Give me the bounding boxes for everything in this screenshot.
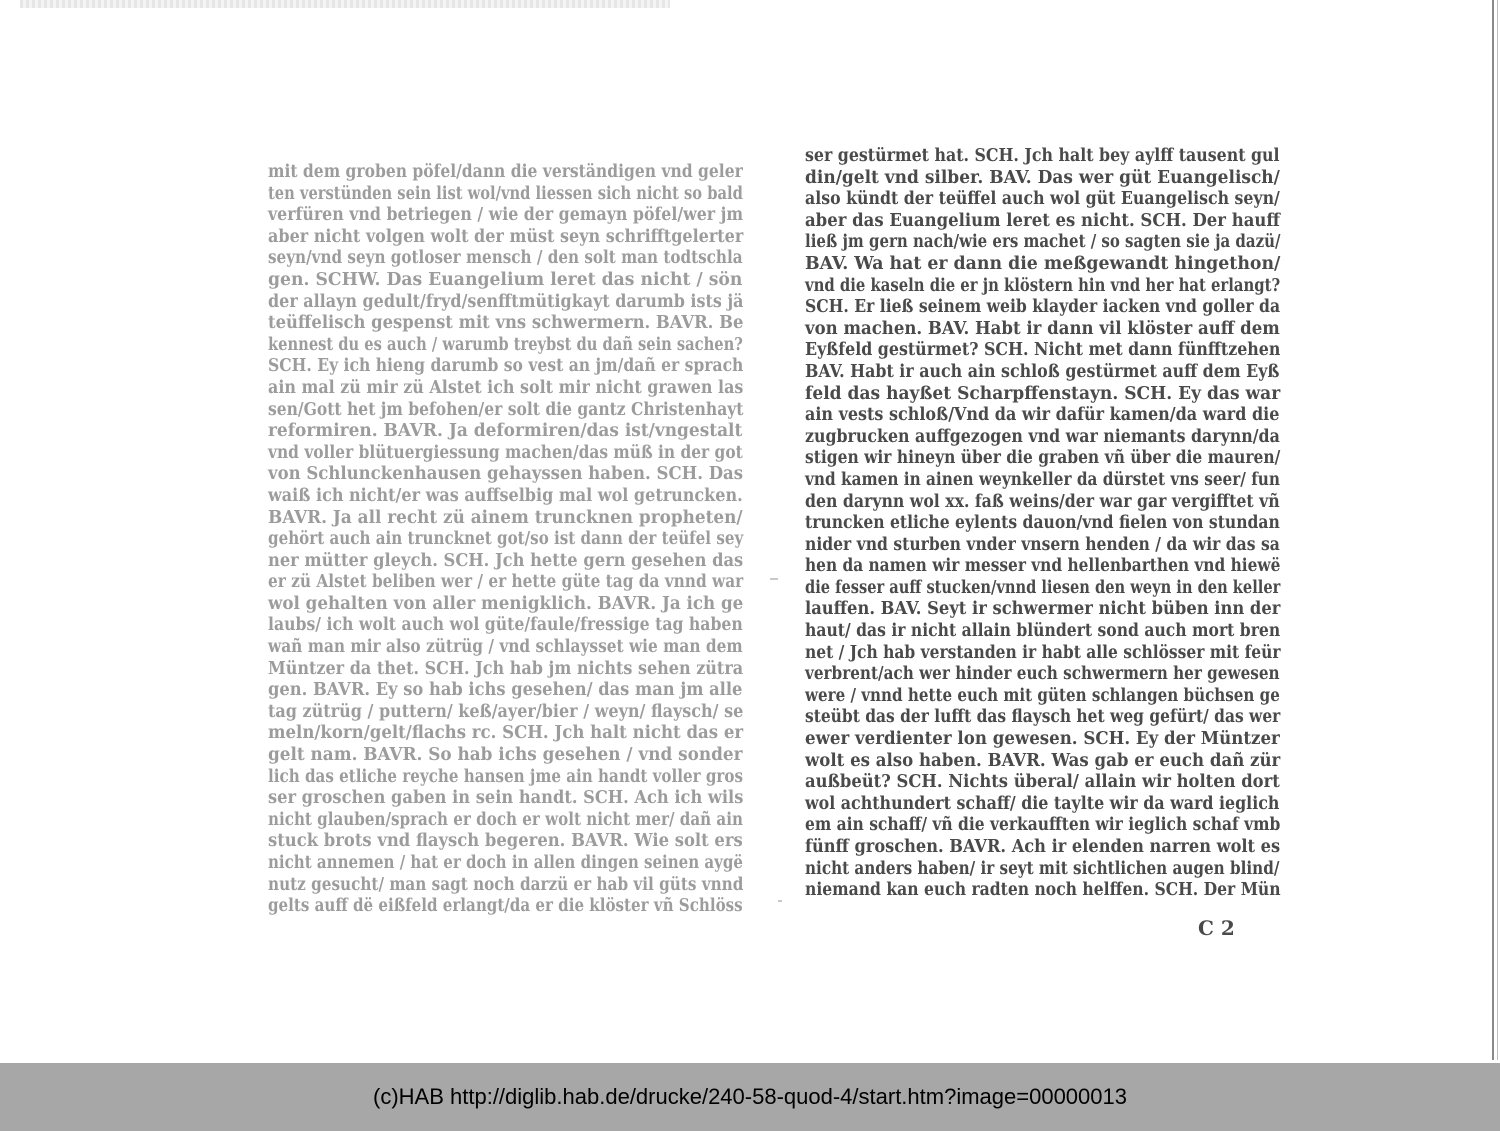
text-line: BAVR. Ja all recht zü ainem truncknen propheten/ bbox=[268, 507, 743, 528]
text-line: laubs/ ich wolt auch wol güte/faule/fressige tag haben bbox=[268, 615, 743, 636]
text-line: stigen wir hineyn über die graben vñ über die mauren/ bbox=[805, 448, 1281, 469]
text-line: lauffen. BAV. Seyt ir schwermer nicht büben inn der bbox=[805, 599, 1281, 620]
text-line: seyn/vnd seyn gotloser mensch / den solt man todtschla bbox=[268, 248, 743, 269]
text-line: zugbrucken auffgezogen vnd war niemants darynn/da bbox=[805, 426, 1280, 447]
text-line: ain mal zü mir zü Alstet ich solt mir nicht grawen las bbox=[268, 377, 744, 398]
text-line: also kündt der teüffel auch wol güt Euangelisch seyn/ bbox=[805, 189, 1280, 210]
scan-right-border bbox=[1492, 0, 1494, 1060]
text-line: der allayn gedult/fryd/senfftmütigkayt darumb ists jä bbox=[268, 291, 744, 312]
text-line: gelt nam. BAVR. So hab ichs gesehen / vnd sonder bbox=[268, 745, 743, 766]
text-line: wolt es also haben. BAVR. Was gab er euch dañ zür bbox=[805, 750, 1281, 771]
text-line: lich das etliche reyche hansen jme ain handt voller gros bbox=[268, 766, 743, 787]
text-line: vnd die kaseln die er jn klöstern hin vnd her hat erlangt? bbox=[805, 275, 1281, 296]
text-line: außbeüt? SCH. Nichts überal/ allain wir holten dort bbox=[805, 772, 1280, 793]
text-line: truncken etliche eylents dauon/vnd fielen von stundan bbox=[805, 513, 1280, 534]
text-line: reformiren. BAVR. Ja deformiren/das ist/vngestalt bbox=[268, 421, 743, 442]
text-line: nicht annemen / hat er doch in allen dingen seinen aygë bbox=[268, 853, 743, 873]
text-line: wol achthundert schaff/ die taylte wir da ward ieglich bbox=[805, 793, 1280, 814]
text-line: em ain schaff/ vñ die verkaufften wir ieglich schaf vmb bbox=[805, 815, 1281, 836]
text-line: ain vests schloß/Vnd da wir dafür kamen/da ward die bbox=[805, 405, 1280, 426]
text-line: ner mütter gleych. SCH. Jch hette gern gesehen das bbox=[268, 550, 744, 571]
footer-bar bbox=[0, 1063, 1500, 1131]
text-line: ser groschen gaben in sein handt. SCH. Ach ich wils bbox=[268, 788, 744, 809]
text-line: haut/ das ir nicht allain blündert sond auch mort bren bbox=[805, 621, 1281, 642]
text-line: gen. BAVR. Ey so hab ichs gesehen/ das man jm alle bbox=[268, 680, 743, 701]
text-line: nicht anders haben/ ir seyt mit sichtlichen augen blind/ bbox=[805, 858, 1280, 879]
text-line: wol gehalten von aller menigklich. BAVR. Ja ich ge bbox=[268, 593, 744, 614]
text-line: BAV. Habt ir auch ain schloß gestürmet auff dem Eyß bbox=[805, 361, 1280, 382]
text-line: vnd kamen in ainen weynkeller da dürstet vns seer/ fun bbox=[805, 469, 1281, 490]
scan-speck bbox=[770, 578, 778, 580]
text-line: wañ man mir also zütrüg / vnd schlaysset wie man dem bbox=[268, 637, 743, 658]
text-line: sen/Gott het jm befohen/er solt die gantz Christenhayt bbox=[268, 399, 744, 420]
text-line: SCH. Er ließ seinem weib klayder iacken vnd goller da bbox=[805, 297, 1281, 318]
text-line: Eyßfeld gestürmet? SCH. Nicht met dann fünfftzehen bbox=[805, 340, 1281, 361]
text-line: niemand kan euch radten noch helffen. SCH. Der Mün bbox=[805, 880, 1281, 901]
text-line: aber nicht volgen wolt der müst seyn schrifftgelerter bbox=[268, 226, 744, 247]
text-line: SCH. Ey ich hieng darumb so vest an jm/dañ er sprach bbox=[268, 356, 744, 377]
text-line: hen da namen wir messer vnd hellenbarthen vnd hiewë bbox=[805, 556, 1281, 577]
right-page-text bbox=[805, 146, 1280, 902]
text-line: nicht glauben/sprach er doch er wolt nicht mer/ dañ ain bbox=[268, 809, 743, 830]
text-line: teüffelisch gespenst mit vns schwermern. BAVR. Be bbox=[268, 313, 744, 334]
text-line: ewer verdienter lon gewesen. SCH. Ey der Müntzer bbox=[805, 729, 1280, 750]
footer-credit: (c)HAB http://diglib.hab.de/drucke/240-58-quod-4/start.htm?image=00000013 bbox=[373, 1084, 1127, 1109]
text-line: BAV. Wa hat er dann die meßgewandt hingethon/ bbox=[805, 253, 1281, 274]
scan-right-border-inner bbox=[1497, 0, 1498, 1060]
text-line: nutz gesucht/ man sagt noch darzü er hab vil güts vnnd bbox=[268, 874, 744, 895]
text-line: verfüren vnd betriegen / wie der gemayn pöfel/wer jm bbox=[268, 205, 744, 226]
text-line: er zü Alstet beliben wer / er hette güte tag da vnnd war bbox=[268, 572, 744, 593]
text-line: ließ jm gern nach/wie ers machet / so sagten sie ja dazü/ bbox=[805, 232, 1281, 253]
text-line: fünff groschen. BAVR. Ach ir elenden narren wolt es bbox=[805, 837, 1281, 857]
text-line: ser gestürmet hat. SCH. Jch halt bey aylff tausent gul bbox=[805, 146, 1280, 166]
text-line: den darynn wol xx. faß weins/der war gar vergifftet vñ bbox=[805, 491, 1280, 512]
text-line: tag zütrüg / puttern/ keß/ayer/bier / weyn/ flaysch/ se bbox=[268, 701, 744, 722]
text-line: gen. SCHW. Das Euangelium leret das nicht / sön bbox=[268, 269, 743, 290]
text-line: were / vnnd hette euch mit güten schlangen büchsen ge bbox=[805, 685, 1280, 706]
text-line: von machen. BAV. Habt ir dann vil klöster auff dem bbox=[805, 318, 1280, 339]
text-line: nider vnd sturben vnder vnsern henden / da wir das sa bbox=[805, 534, 1280, 555]
text-line: waiß ich nicht/er was auffselbig mal wol getruncken. bbox=[268, 485, 743, 506]
page-signature: C 2 bbox=[1198, 916, 1235, 940]
left-page-text bbox=[268, 162, 743, 918]
text-line: vnd voller blütuergiessung machen/das müß in der got bbox=[268, 442, 743, 463]
scan-speck bbox=[778, 900, 782, 902]
text-line: kennest du es auch / warumb treybst du dañ sein sachen? bbox=[268, 334, 743, 355]
scan-top-edge bbox=[20, 0, 670, 8]
text-line: feld das hayßet Scharpffenstayn. SCH. Ey das war bbox=[805, 383, 1281, 404]
text-line: ten verstünden sein list wol/vnd liessen sich nicht so bald bbox=[268, 183, 743, 204]
text-line: aber das Euangelium leret es nicht. SCH. Der hauff bbox=[805, 210, 1280, 231]
text-line: net / Jch hab verstanden ir habt alle schlösser mit feür bbox=[805, 642, 1281, 663]
text-line: din/gelt vnd silber. BAV. Das wer güt Euangelisch/ bbox=[805, 167, 1280, 188]
text-line: von Schlunckenhausen gehayssen haben. SCH. Das bbox=[268, 464, 744, 485]
text-line: die fesser auff stucken/vnnd liesen den weyn in den keller bbox=[805, 577, 1281, 598]
text-line: gelts auff dë eißfeld erlangt/da er die klöster vñ Schlöss bbox=[268, 896, 743, 917]
text-line: verbrent/ach wer hinder euch schwermern her gewesen bbox=[805, 664, 1280, 685]
text-line: Müntzer da thet. SCH. Jch hab jm nichts sehen zütra bbox=[268, 658, 744, 679]
text-line: meln/korn/gelt/flachs rc. SCH. Jch halt nicht das er bbox=[268, 723, 744, 744]
text-line: gehört auch ain truncknet got/so ist dann der teüfel sey bbox=[268, 529, 744, 550]
text-line: steübt das der lufft das flaysch het weg gefürt/ das wer bbox=[805, 707, 1281, 728]
text-line: stuck brots vnd flaysch begeren. BAVR. Wie solt ers bbox=[268, 831, 743, 852]
text-line: mit dem groben pöfel/dann die verständigen vnd geler bbox=[268, 162, 743, 182]
